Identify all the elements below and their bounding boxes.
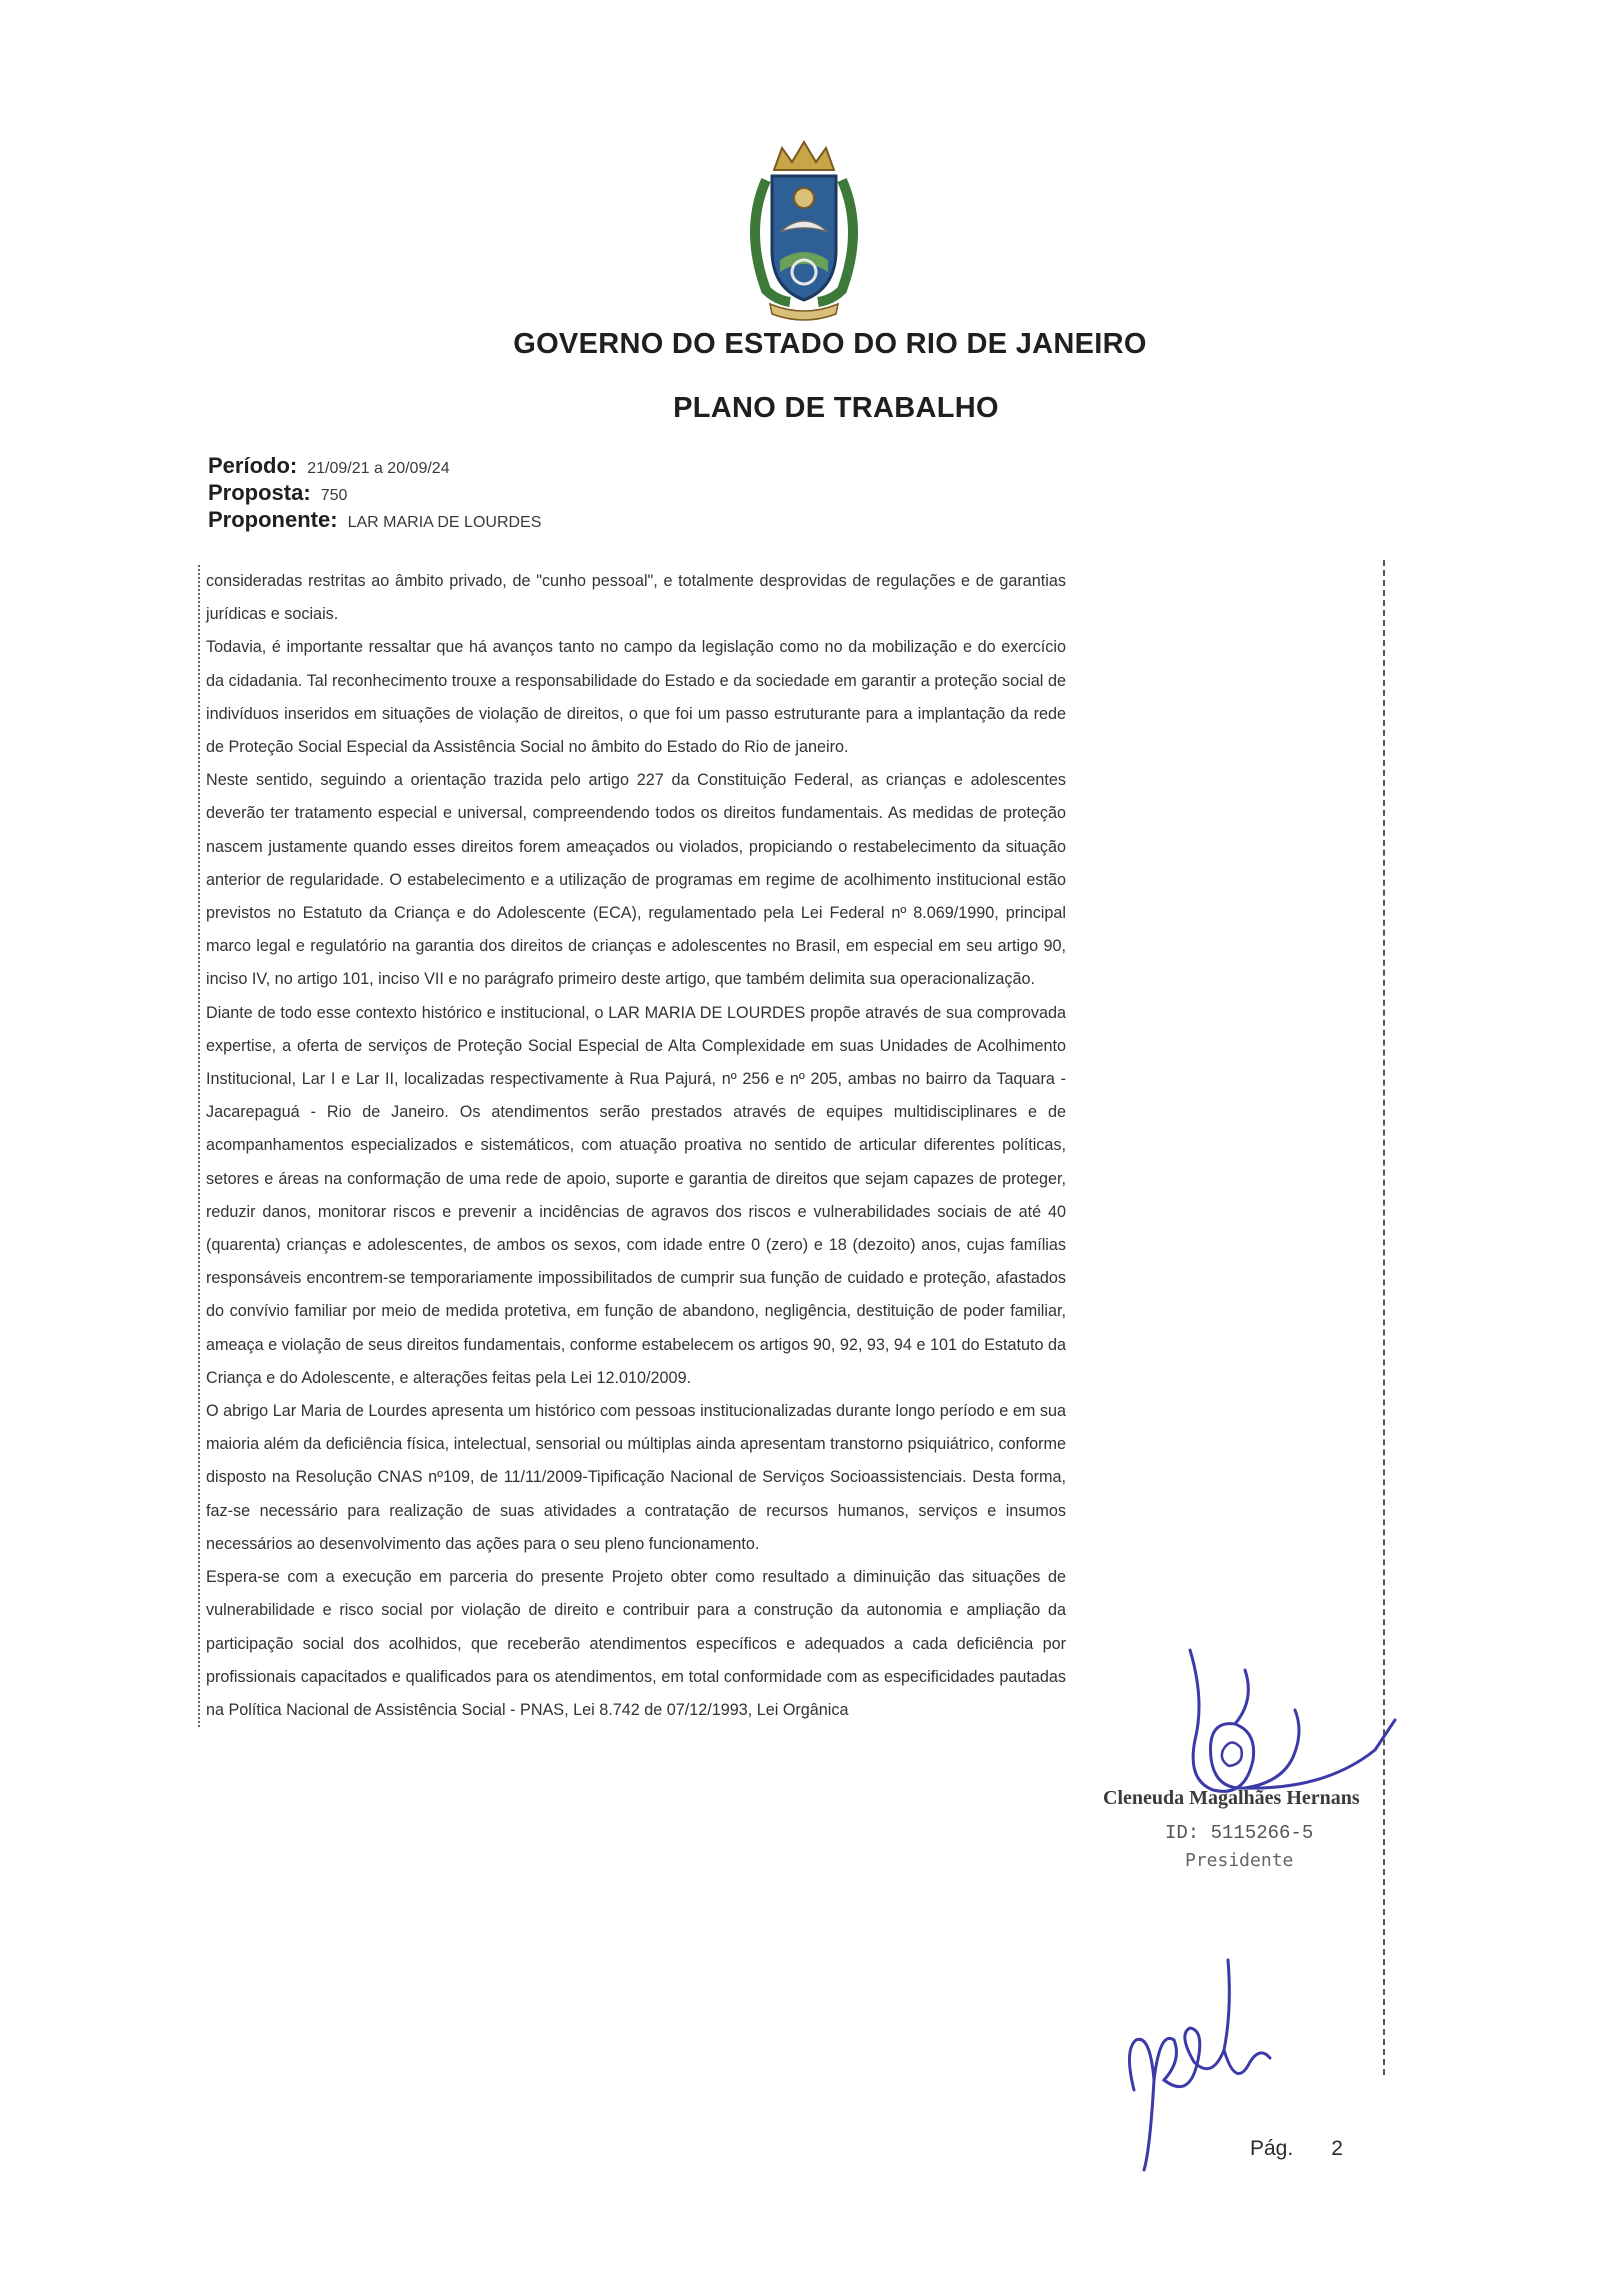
paragraph-6: Espera-se com a execução em parceria do presente Projeto obter como resultado a diminuição das situações de vulnerabilidade e risco social por violação de direito e contribuir para a construção da autonomia e ampliação da participação social dos acolhidos, que receberão atendimentos específicos e adequados a cada deficiência por profissionais capacitados e qualificados para os atendimentos, em total conformidade com as especificidades pautadas na Política Nacional de Assistência Social - PNAS, Lei 8.742 de 07/12/1993, Lei Orgânica [206,1568,1066,1719]
plan-metadata [208,452,541,533]
government-heading: GOVERNO DO ESTADO DO RIO DE JANEIRO [513,328,1147,360]
proposta-value: 750 [320,487,348,504]
paragraph-5: O abrigo Lar Maria de Lourdes apresenta um histórico com pessoas institucionalizadas durante longo período e em sua maioria além da deficiência física, intelectual, sensorial ou múltiplas ainda apresentam transtorno psiquiátrico, conforme disposto na Resolução CNAS nº109, de 11/11/2009-Tipificação Nacional de Serviços Socioassistenciais. Desta forma, faz-se necessário para realização de suas atividades a contratação de recursos humanos, serviços e insumos necessários ao desenvolvimento das ações para o seu pleno funcionamento. [206,1402,1066,1553]
page-number-value: 2 [1331,2137,1343,2160]
document-title: PLANO DE TRABALHO [673,392,999,424]
body-text [198,565,1066,1727]
proposta-row [208,479,541,506]
periodo-value: 21/09/21 a 20/09/24 [307,460,450,477]
paragraph-2: Todavia, é importante ressaltar que há avanços tanto no campo da legislação como no da mobilização e do exercício da cidadania. Tal reconhecimento trouxe a responsabilidade do Estado e da sociedade em garantir a proteção social de indivíduos inseridos em situações de violação de direitos, o que foi um passo estruturante para a implantação da rede de Proteção Social Especial da Assistência Social no âmbito do Estado do Rio de janeiro. [206,638,1066,757]
page-number [1250,2137,1343,2161]
page-label: Pág. [1250,2137,1294,2160]
rio-de-janeiro-coat-of-arms [736,140,872,322]
periodo-row [208,452,541,479]
stamp-name: Cleneuda Magalhães Hernans [1103,1787,1360,1809]
paragraph-3: Neste sentido, seguindo a orientação trazida pelo artigo 227 da Constituição Federal, as crianças e adolescentes deverão ter tratamento especial e universal, compreendendo todos os direitos fundamentais. As medidas de proteção nascem justamente quando esses direitos forem ameaçados ou violados, propiciando o restabelecimento da situação anterior de regularidade. O estabelecimento e a utilização de programas em regime de acolhimento institucional estão previstos no Estatuto da Criança e do Adolescente (ECA), regulamentado pela Lei Federal nº 8.069/1990, principal marco legal e regulatório na garantia dos direitos de crianças e adolescentes no Brasil, em especial em seu artigo 90, inciso IV, no artigo 101, inciso VII e no parágrafo primeiro deste artigo, que também delimita sua operacionalização. [206,771,1066,989]
periodo-label: Período: [208,453,298,478]
proponente-row [208,506,541,533]
signature-scribble [1095,1640,1415,1880]
proposta-label: Proposta: [208,480,311,505]
stamp-id: ID: 5115266-5 [1165,1822,1314,1844]
stamp-role: Presidente [1185,1850,1294,1871]
proponente-value: LAR MARIA DE LOURDES [347,514,542,531]
proponente-label: Proponente: [208,507,338,532]
paragraph-4: Diante de todo esse contexto histórico e institucional, o LAR MARIA DE LOURDES propõe através de sua comprovada expertise, a oferta de serviços de Proteção Social Especial de Alta Complexidade em suas Unidades de Acolhimento Institucional, Lar I e Lar II, localizadas respectivamente à Rua Pajurá, nº 256 e nº 205, ambas no bairro da Taquara - Jacarepaguá - Rio de Janeiro. Os atendimentos serão prestados através de equipes multidisciplinares e de acompanhamentos especializados e sistemáticos, com atuação proativa no sentido de articular diferentes políticas, setores e áreas na conformação de uma rede de apoio, suporte e garantia de direitos que sejam capazes de proteger, reduzir danos, monitorar riscos e prevenir a incidências de agravos dos riscos e vulnerabilidades sociais de até 40 (quarenta) crianças e adolescentes, de ambos os sexos, com idade entre 0 (zero) e 18 (dezoito) anos, cujas famílias responsáveis encontrem-se temporariamente impossibilitados de cumprir sua função de cuidado e proteção, afastados do convívio familiar por meio de medida protetiva, em função de abandono, negligência, destituição de poder familiar, ameaça e violação de seus direitos fundamentais, conforme estabelecem os artigos 90, 92, 93, 94 e 101 do Estatuto da Criança e do Adolescente, e alterações feitas pela Lei 12.010/2009. [206,1003,1066,1387]
paragraph-1: consideradas restritas ao âmbito privado, de "cunho pessoal", e totalmente desprovidas de regulações e de garantias jurídicas e sociais. [206,572,1066,624]
